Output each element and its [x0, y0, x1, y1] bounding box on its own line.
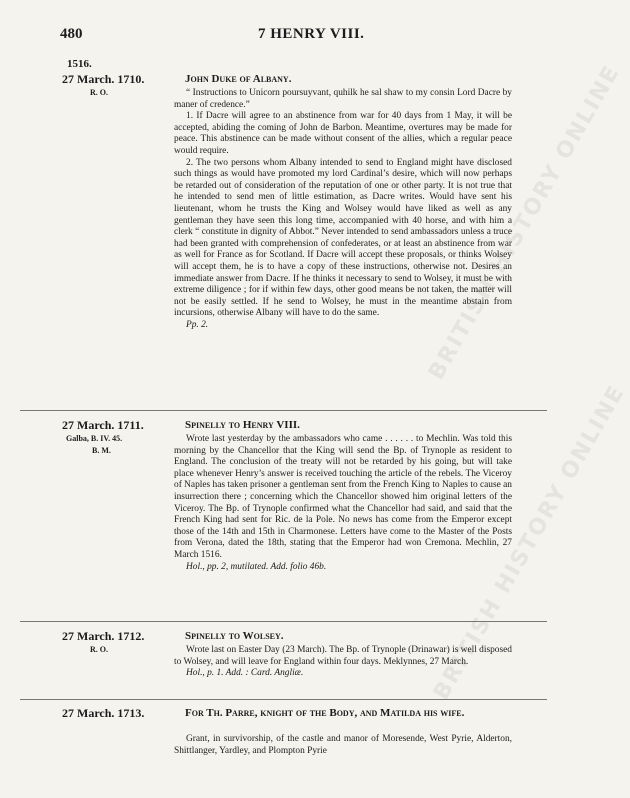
- entry-body: [174, 734, 512, 757]
- watermark: BRITISH HISTORY ONLINE: [428, 380, 630, 705]
- running-title: 7 HENRY VIII.: [258, 26, 365, 42]
- entry-paragraph: 1. If Dacre will agree to an abstinence from war for 40 days from 1 May, it will be accepted, abiding the coming of John de Barbon. Meantime, overtures may be made for peace. This abstinence can be made without consent of the allies, which a regular peace would require.: [174, 111, 512, 156]
- entry-date: 27 March. 1710.: [62, 72, 145, 86]
- divider: [20, 699, 547, 700]
- entry-paragraph: Wrote last yesterday by the ambassadors who came . . . . . . to Mechlin. Was told this morning by the Chancellor that the King will send the Bp. of Trynople as resident to England. The conclusion of the treaty will not be retarded by his going, but will take place whenever Henry’s answer is received touching the article of the rebels. The Viceroy of Naples has taken prisoner a gentleman sent from the French King to Naples to cause an insurrection there ; concerning which the Chancellor showed him original letters of the Viceroy. The Bp. of Trynople confirmed what the Chancellor had said, and said that the French King had sent for Ric. de la Pole. No news has come from the Emperor except those of the 14th and 15th in Charmonese. Letters have come to the Master of the Posts from Verona, dated the 18th, stating that the Emperor had won Cremona. Mechlin, 27 March 1516.: [174, 434, 512, 560]
- entry-paragraph: “ Instructions to Unicorn poursuyvant, quhilk he sal shaw to my consin Lord Dacre by maner of credence.”: [174, 88, 512, 110]
- entry-title: For Th. Parre, knight of the Body, and Matilda his wife.: [185, 707, 465, 719]
- entry-body: [174, 645, 512, 680]
- page-header: [0, 26, 567, 46]
- entry-source-secondary: B. M.: [92, 446, 111, 455]
- entry-note: Pp. 2.: [186, 319, 209, 330]
- entry-note: Hol., pp. 2, mutilated. Add. folio 46b.: [186, 561, 327, 572]
- entry-body: [174, 434, 512, 573]
- year-label: 1516.: [67, 58, 92, 70]
- entry-note: Hol., p. 1. Add. : Card. Angliæ.: [186, 668, 304, 679]
- divider: [20, 621, 547, 622]
- entry-date: 27 March. 1712.: [62, 629, 145, 643]
- entry-paragraph: Wrote last on Easter Day (23 March). The Bp. of Trynople (Drinawar) is well disposed to Wolsey, and will leave for England within four days. Meklynnes, 27 March.: [174, 645, 512, 667]
- entry-date: 27 March. 1713.: [62, 706, 145, 720]
- divider: [20, 410, 547, 411]
- entry-source: Galba, B. IV. 45.: [66, 434, 123, 443]
- entry-title: Spinelly to Wolsey.: [185, 630, 284, 642]
- entry-paragraph: 2. The two persons whom Albany intended to send to England might have disclosed such things as would have promoted my lord Cardinal’s desire, which will now perhaps be retarded out of consideration of the reputation of one or other party. It is not true that he intended to send men of little estimation, as Dacre writes. Would have sent his lieutenant, whom he trusts the King and Wolsey would have liked as well as any gentleman they have seen this long time, accompanied with 40 horse, and with him a clerk “ constitute in dignity of Abbot.” Never intended to send ambassadors unless a truce had been granted with comprehension of confederates, or at least an abstinence from war as well for France as for Scotland. If Dacre will accept these proposals, or thinks Wolsey will accept them, he is to have a copy of these instructions, otherwise not. Desires an immediate answer from Dacre. If he thinks it necessary to send to Wolsey, it must be with extreme diligence ; for if within few days, other good means be not taken, the matter will not be easily settled. If he send to Wolsey, he must in the meantime abstain from incursions, otherwise Albany will have to do the same.: [174, 157, 512, 319]
- page-number: 480: [60, 26, 83, 42]
- entry-title: Spinelly to Henry VIII.: [185, 419, 300, 431]
- entry-source: R. O.: [90, 88, 108, 97]
- entry-date: 27 March. 1711.: [62, 418, 144, 432]
- entry-source: R. O.: [90, 645, 108, 654]
- watermark: BRITISH HISTORY ONLINE: [423, 60, 626, 385]
- entry-body: [174, 88, 512, 331]
- entry-paragraph: Grant, in survivorship, of the castle and manor of Moresende, West Pyrie, Alderton, Shittlanger, Yardley, and Plompton Pyrie: [174, 734, 512, 756]
- entry-title: John Duke of Albany.: [185, 73, 292, 85]
